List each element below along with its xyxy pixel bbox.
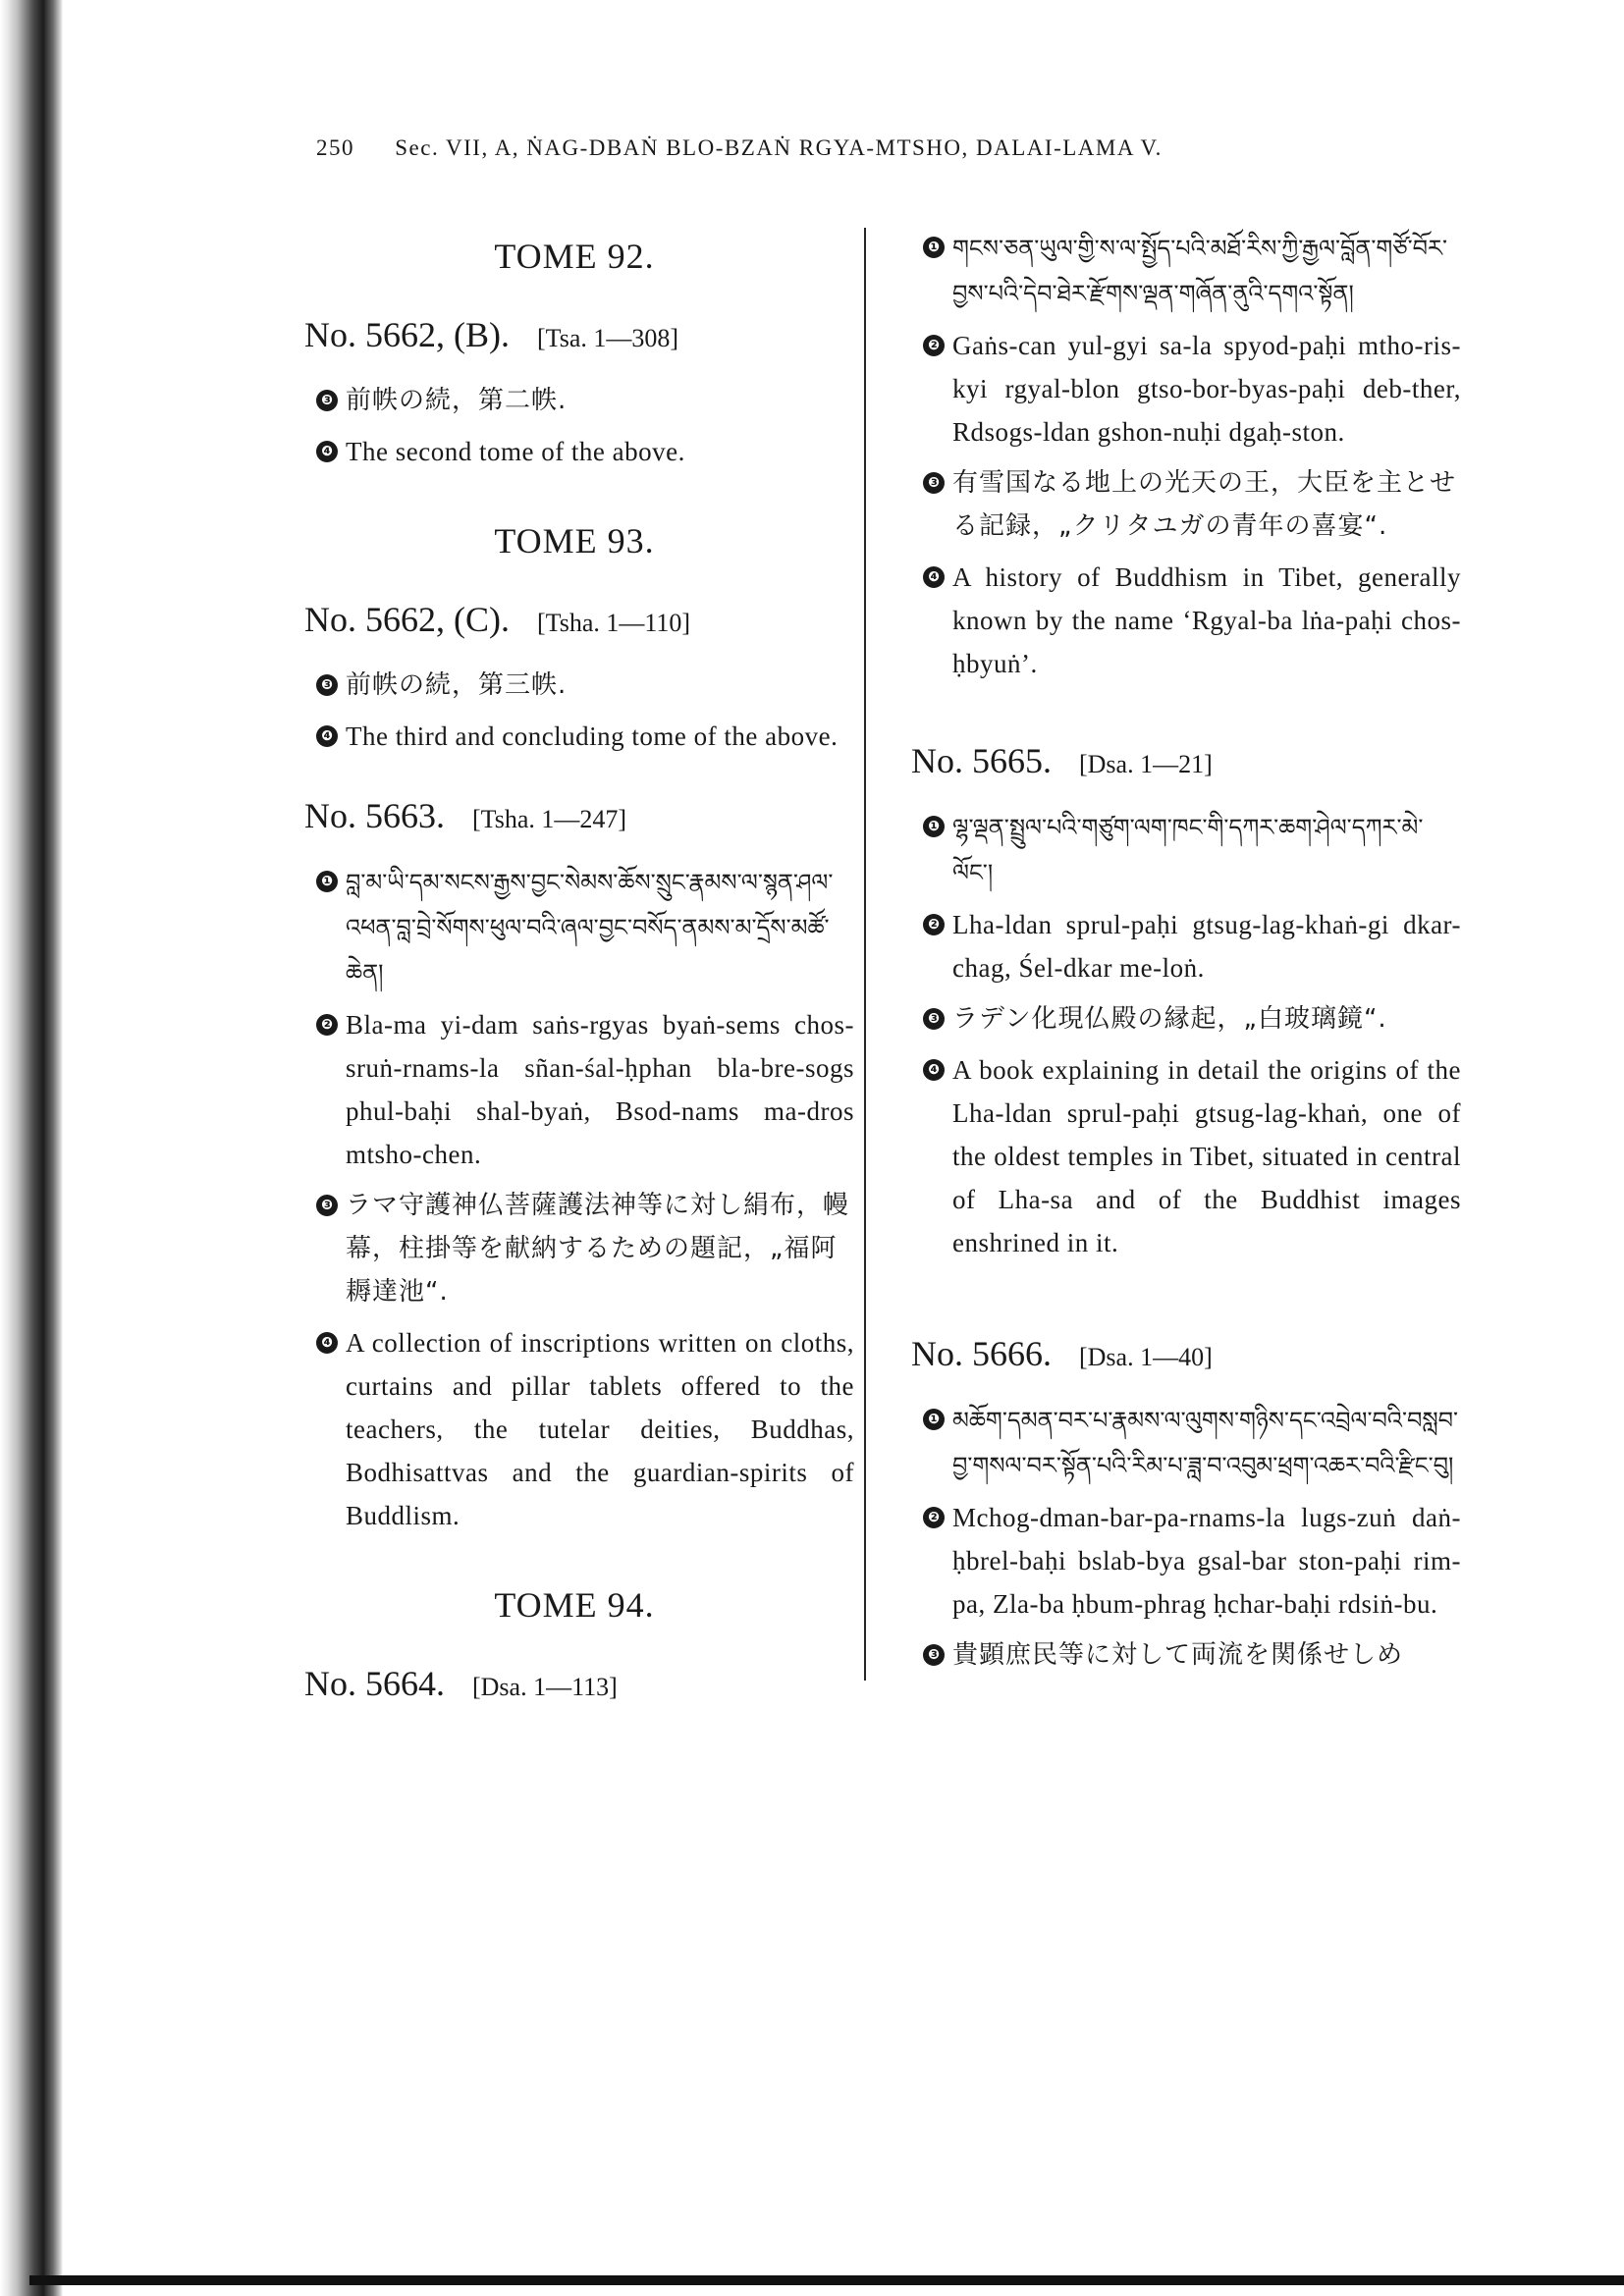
circled-2-icon: ❷ — [923, 335, 952, 356]
circled-2-icon: ❷ — [923, 914, 952, 935]
tome-heading: TOME 94. — [494, 1585, 655, 1625]
entry-heading — [911, 1333, 1461, 1374]
circled-3-icon: ❸ — [923, 472, 952, 494]
english-description: The third and concluding tome of the above. — [346, 721, 839, 751]
entry-reference: [Dsa. 1—21] — [1079, 750, 1213, 778]
entry-heading — [304, 599, 854, 640]
entry-heading — [304, 1663, 854, 1704]
tibetan-title: མཆོག་དམན་བར་པ་རྣམས་ལ་ལུགས་གཉིས་དང་འབྲེལ་བའི་བསླབ་བྱ་གསལ་བར་སྟོན་པའི་རིམ་པ་ཟླ་བ་འབུམ་ཕྲག་འཆར་བའི་རྫིང་བུ། — [952, 1407, 1459, 1479]
tibetan-title-item — [923, 805, 1461, 895]
english-description: A history of Buddhism in Tibet, generally known by the name ‘Rgyal-ba lṅa-paḥi chos-ḥbyuṅ’. — [952, 562, 1461, 678]
transliteration: Lha-ldan sprul-paḥi gtsug-lag-khaṅ-gi dkar-chag, Śel-dkar me-loṅ. — [952, 910, 1461, 983]
english-description-item — [316, 430, 854, 473]
japanese-title-item — [316, 664, 854, 707]
transliteration: Mchog-dman-bar-pa-rnams-la lugs-zuṅ daṅ-ḥbrel-baḥi bslab-bya gsal-bar ston-paḥi rim-pa, Zla-ba ḥbum-phrag ḥchar-baḥi rdsiṅ-bu. — [952, 1503, 1461, 1619]
tibetan-title-item — [923, 226, 1461, 316]
entry-number: No. 5662, (C). — [304, 600, 510, 639]
column-divider — [864, 228, 866, 1681]
left-column — [295, 226, 854, 1728]
circled-3-icon: ❸ — [316, 1195, 346, 1216]
circled-4-icon: ❹ — [316, 725, 346, 747]
english-description-item — [923, 1048, 1461, 1264]
tibetan-title: ལྷ་ལྡན་སྤྲུལ་པའི་གཙུག་ལག་ཁང་གི་དཀར་ཆག་ཤེལ་དཀར་མེ་ལོང་། — [952, 814, 1424, 886]
english-description: The second tome of the above. — [346, 437, 685, 466]
circled-1-icon: ❶ — [923, 237, 952, 258]
english-description-item — [316, 1321, 854, 1537]
circled-3-icon: ❸ — [316, 390, 346, 411]
japanese-title: ラデン化現仏殿の縁起，„白玻璃鏡“. — [952, 1004, 1387, 1034]
transliteration: Gaṅs-can yul-gyi sa-la spyod-paḥi mtho-ris-kyi rgyal-blon gtso-bor-byas-paḥi deb-ther, Rdsogs-ldan gshon-nuḥi dgaḥ-ston. — [952, 331, 1461, 447]
english-description: A collection of inscriptions written on cloths, curtains and pillar tablets offered to the teachers, the tutelar deities, Buddhas, Bodhisattvas and the guardian-spirits of Buddlism. — [346, 1328, 854, 1530]
entry-reference: [Tsha. 1—247] — [472, 805, 627, 833]
japanese-title-item — [923, 1633, 1461, 1677]
transliteration-item — [923, 903, 1461, 989]
japanese-title: 貴顕庶民等に対して両流を関係せしめ — [952, 1640, 1404, 1670]
scan-bottom-edge — [29, 2275, 1624, 2285]
circled-4-icon: ❹ — [923, 1059, 952, 1081]
tibetan-title-item — [923, 1398, 1461, 1488]
tome-heading: TOME 93. — [494, 521, 655, 561]
transliteration-item — [923, 1496, 1461, 1626]
english-description-item — [923, 556, 1461, 685]
entry-heading — [304, 795, 854, 836]
circled-2-icon: ❷ — [923, 1507, 952, 1528]
entry-reference: [Tsha. 1—110] — [537, 609, 691, 637]
japanese-title: ラマ守護神仏菩薩護法神等に対し絹布，幔幕，柱掛等を献納するための題記，„福阿耨達池“. — [346, 1191, 850, 1307]
japanese-title-item — [923, 997, 1461, 1041]
circled-3-icon: ❸ — [316, 674, 346, 696]
japanese-title-item — [316, 1184, 854, 1313]
circled-3-icon: ❸ — [923, 1008, 952, 1030]
tome-heading: TOME 92. — [494, 237, 655, 276]
transliteration: Bla-ma yi-dam saṅs-rgyas byaṅ-sems chos-sruṅ-rnams-la sñan-śal-ḥphan bla-bre-sogs phul-baḥi shal-byaṅ, Bsod-nams ma-dros mtsho-chen. — [346, 1010, 854, 1169]
entry-reference: [Dsa. 1—113] — [472, 1673, 618, 1701]
japanese-title: 前帙の続，第二帙. — [346, 386, 568, 415]
entry-reference: [Dsa. 1—40] — [1079, 1343, 1213, 1371]
japanese-title: 有雪国なる地上の光天の王，大臣を主とせる記録，„クリタユガの青年の喜宴“. — [952, 468, 1457, 541]
transliteration-item — [316, 1003, 854, 1176]
circled-4-icon: ❹ — [923, 566, 952, 588]
circled-2-icon: ❷ — [316, 1014, 346, 1036]
circled-1-icon: ❶ — [923, 816, 952, 837]
tibetan-title: བླ་མ་ཡི་དམ་སངས་རྒྱས་བྱང་སེམས་ཆོས་སྲུང་རྣམས་ལ་སྙན་ཤལ་འཕན་བླ་བྲེ་སོགས་ཕུལ་བའི་ཞལ་བྱང་བསོད་ནམས་མ་དྲོས་མཚོ་ཆེན། — [346, 869, 834, 987]
tibetan-title-item — [316, 860, 854, 995]
entry-number: No. 5663. — [304, 796, 445, 835]
entry-heading — [304, 314, 854, 355]
entry-number: No. 5665. — [911, 741, 1052, 780]
japanese-title-item — [923, 461, 1461, 548]
english-description: A book explaining in detail the origins of the Lha-ldan sprul-paḥi gtsug-lag-khaṅ, one of the oldest temples in Tibet, situated in central of Lha-sa and of the Buddhist images enshrined in it. — [952, 1055, 1461, 1257]
japanese-title-item — [316, 379, 854, 422]
entry-number: No. 5662, (B). — [304, 315, 510, 354]
circled-4-icon: ❹ — [316, 1332, 346, 1354]
circled-4-icon: ❹ — [316, 441, 346, 462]
transliteration-item — [923, 324, 1461, 454]
scan-binding-edge — [0, 0, 63, 2296]
circled-3-icon: ❸ — [923, 1644, 952, 1666]
circled-1-icon: ❶ — [316, 871, 346, 892]
header-title: Sec. VII, A, ṄAG-DBAṄ BLO-BZAṄ RGYA-MTSHO, DALAI-LAMA V. — [395, 135, 1163, 160]
running-header — [316, 135, 1396, 161]
japanese-title: 前帙の続，第三帙. — [346, 670, 568, 700]
entry-number: No. 5666. — [911, 1334, 1052, 1373]
entry-number: No. 5664. — [304, 1664, 445, 1703]
page-number: 250 — [316, 135, 354, 160]
tibetan-title: གངས་ཅན་ཡུལ་གྱི་ས་ལ་སྤྱོད་པའི་མཐོ་རིས་ཀྱི་རྒྱལ་བློན་གཙོ་བོར་བྱས་པའི་དེབ་ཐེར་རྫོགས་ལྡན་གཞོན་ནུའི་དགའ་སྟོན། — [952, 235, 1447, 307]
entry-heading — [911, 740, 1461, 781]
entry-reference: [Tsa. 1—308] — [537, 324, 679, 352]
english-description-item — [316, 715, 854, 758]
circled-1-icon: ❶ — [923, 1409, 952, 1430]
right-column — [901, 226, 1461, 1684]
